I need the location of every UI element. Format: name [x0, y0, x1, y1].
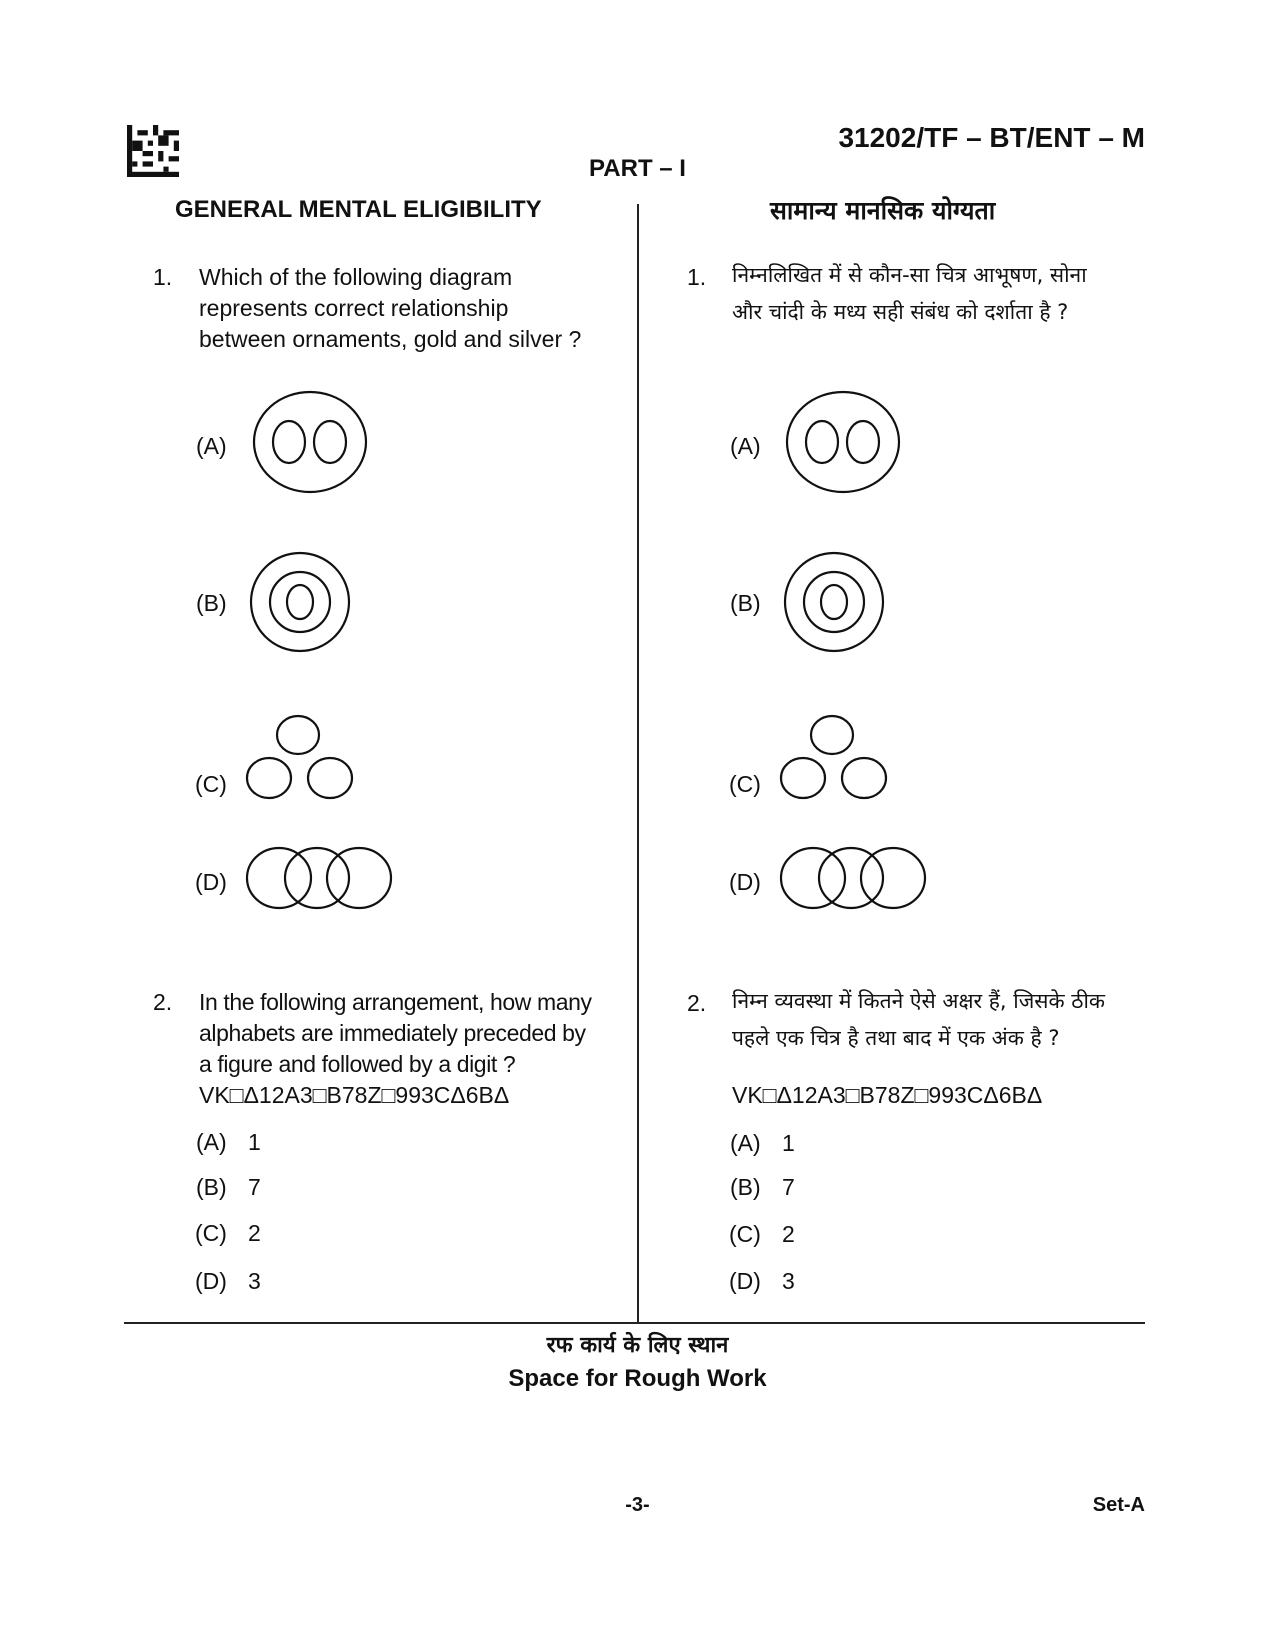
column-divider	[637, 204, 639, 1324]
q1-text-en-line: Which of the following diagram	[199, 264, 513, 290]
rough-work-title-hindi: रफ कार्य के लिए स्थान	[546, 1333, 729, 1358]
q1-option-b-label-en: (B)	[196, 590, 227, 616]
q1-text-hi-line: निम्नलिखित में से कौन-सा चित्र आभूषण, सोना	[732, 263, 1087, 287]
paper-code: 31202/TF – BT/ENT – M	[838, 122, 1145, 153]
set-label: Set-A	[1092, 1494, 1145, 1516]
q2-option-b-value-hi: 7	[782, 1174, 795, 1200]
q1-number-hi: 1.	[687, 264, 707, 290]
q2-number-hi: 2.	[687, 990, 707, 1016]
rough-work-divider	[124, 1322, 1145, 1324]
q1-diagram-b-hi	[781, 549, 891, 659]
q1-option-d-label-hi: (D)	[729, 869, 761, 895]
q1-diagram-c-en	[245, 714, 360, 804]
q1-text-en-line: represents correct relationship	[199, 295, 509, 321]
q2-text-en	[199, 987, 592, 1080]
q2-text-hi	[732, 983, 1105, 1057]
part-heading: PART – I	[589, 155, 686, 182]
section-title-hindi: सामान्य मानसिक योग्यता	[770, 196, 996, 225]
q2-text-en-line: a figure and followed by a digit ?	[199, 1051, 516, 1077]
q1-option-c-label-en: (C)	[195, 771, 227, 797]
q1-diagram-a-hi	[785, 387, 905, 499]
rough-work-title-english: Space for Rough Work	[508, 1365, 767, 1392]
q2-option-a-label-hi: (A)	[730, 1130, 761, 1156]
q1-option-c-label-hi: (C)	[729, 771, 761, 797]
page-number: -3-	[625, 1494, 650, 1516]
q2-option-c-label-hi: (C)	[729, 1221, 761, 1247]
q2-option-a-value-en: 1	[248, 1129, 261, 1155]
q2-text-en-line: In the following arrangement, how many	[199, 989, 592, 1015]
q2-option-d-value-hi: 3	[782, 1268, 795, 1294]
q1-text-en	[199, 262, 581, 355]
q2-number-en: 2.	[153, 989, 173, 1015]
q2-option-c-label-en: (C)	[195, 1220, 227, 1246]
q2-option-d-label-en: (D)	[195, 1268, 227, 1294]
q2-option-c-value-en: 2	[248, 1220, 261, 1246]
q2-option-b-label-hi: (B)	[730, 1174, 761, 1200]
q2-text-hi-line: निम्न व्यवस्था में कितने ऐसे अक्षर हैं, जिसके ठीक	[732, 989, 1106, 1013]
q2-sequence-en: VK□Δ12A3□B78Z□993CΔ6BΔ	[199, 1082, 510, 1108]
q1-diagram-b-en	[247, 549, 357, 659]
q2-text-en-line: alphabets are immediately preceded by	[199, 1020, 586, 1046]
q2-option-a-value-hi: 1	[782, 1130, 795, 1156]
q1-option-b-label-hi: (B)	[730, 590, 761, 616]
q1-diagram-d-en	[245, 845, 400, 915]
q2-sequence-hi: VK□Δ12A3□B78Z□993CΔ6BΔ	[732, 1082, 1043, 1108]
q1-diagram-c-hi	[779, 714, 894, 804]
q2-option-b-value-en: 7	[248, 1174, 261, 1200]
q2-option-c-value-hi: 2	[782, 1221, 795, 1247]
q1-text-en-line: between ornaments, gold and silver ?	[199, 326, 582, 352]
q1-diagram-a-en	[252, 387, 372, 499]
q2-option-d-label-hi: (D)	[729, 1268, 761, 1294]
q1-text-hi-line: और चांदी के मध्य सही संबंध को दर्शाता है ?	[732, 300, 1069, 324]
q2-option-b-label-en: (B)	[196, 1174, 227, 1200]
q1-option-a-label-en: (A)	[196, 433, 227, 459]
q1-option-d-label-en: (D)	[195, 869, 227, 895]
q1-text-hi	[732, 257, 1087, 331]
q2-text-hi-line: पहले एक चित्र है तथा बाद में एक अंक है ?	[732, 1026, 1060, 1050]
q1-diagram-d-hi	[779, 845, 934, 915]
q2-option-d-value-en: 3	[248, 1268, 261, 1294]
q2-option-a-label-en: (A)	[196, 1129, 227, 1155]
q1-number-en: 1.	[153, 264, 173, 290]
section-title-english: GENERAL MENTAL ELIGIBILITY	[175, 196, 542, 223]
q1-option-a-label-hi: (A)	[730, 433, 761, 459]
